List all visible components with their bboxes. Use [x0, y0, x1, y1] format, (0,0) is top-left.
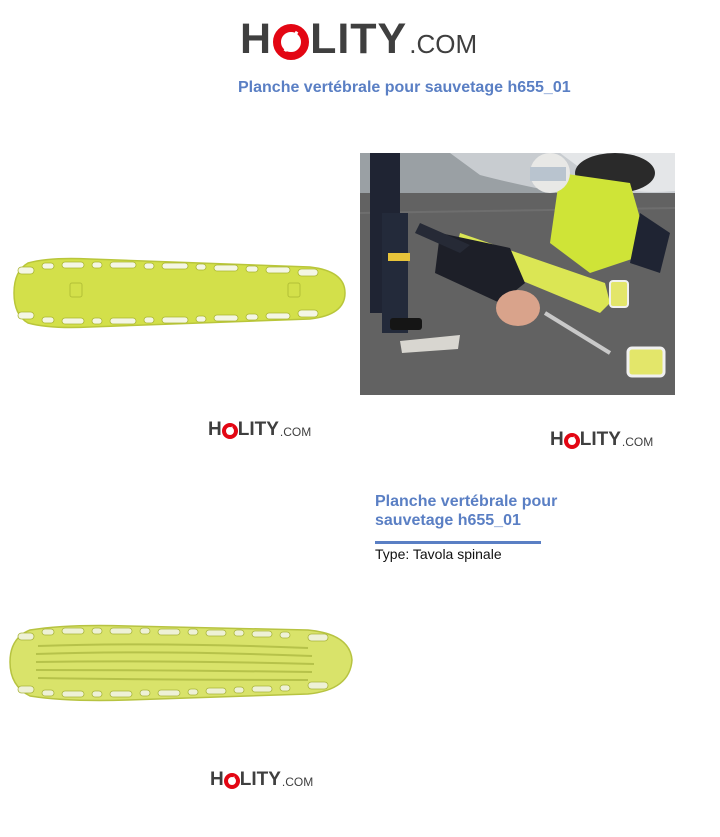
- product-title: Planche vertébrale pour sauvetage h655_01: [375, 493, 558, 529]
- logo-o-ring-icon: [224, 773, 240, 789]
- logo-letter-h: H: [210, 769, 224, 790]
- page-title: Planche vertébrale pour sauvetage h655_01: [238, 79, 571, 96]
- spine-board-image: [10, 253, 350, 333]
- spine-board-angled-image: [8, 620, 356, 706]
- rescue-scene-illustration: [360, 153, 675, 395]
- title-divider: [375, 541, 541, 544]
- logo-tld: .COM: [409, 29, 478, 59]
- logo-letters: LITY: [237, 419, 279, 440]
- logo-letters: LITY: [239, 769, 281, 790]
- logo-o-ring-icon: [564, 433, 580, 449]
- holity-logo[interactable]: [240, 15, 477, 64]
- rescue-scene-photo: [360, 153, 675, 395]
- logo-o-ring-icon: [273, 24, 309, 60]
- logo-letter-h: H: [550, 429, 564, 450]
- logo-tld: .COM: [621, 435, 654, 449]
- logo-letters: LITY: [579, 429, 621, 450]
- logo-o-ring-icon: [222, 423, 238, 439]
- logo-tld: .COM: [281, 775, 314, 789]
- logo-letters: LITY: [310, 15, 408, 63]
- holity-logo-small[interactable]: [210, 769, 313, 791]
- product-type: Type: Tavola spinale: [375, 546, 502, 562]
- holity-logo-small[interactable]: [550, 429, 653, 451]
- logo-letter-h: H: [208, 419, 222, 440]
- holity-logo-small[interactable]: [208, 419, 311, 441]
- logo-tld: .COM: [279, 425, 312, 439]
- logo-letter-h: H: [240, 15, 273, 63]
